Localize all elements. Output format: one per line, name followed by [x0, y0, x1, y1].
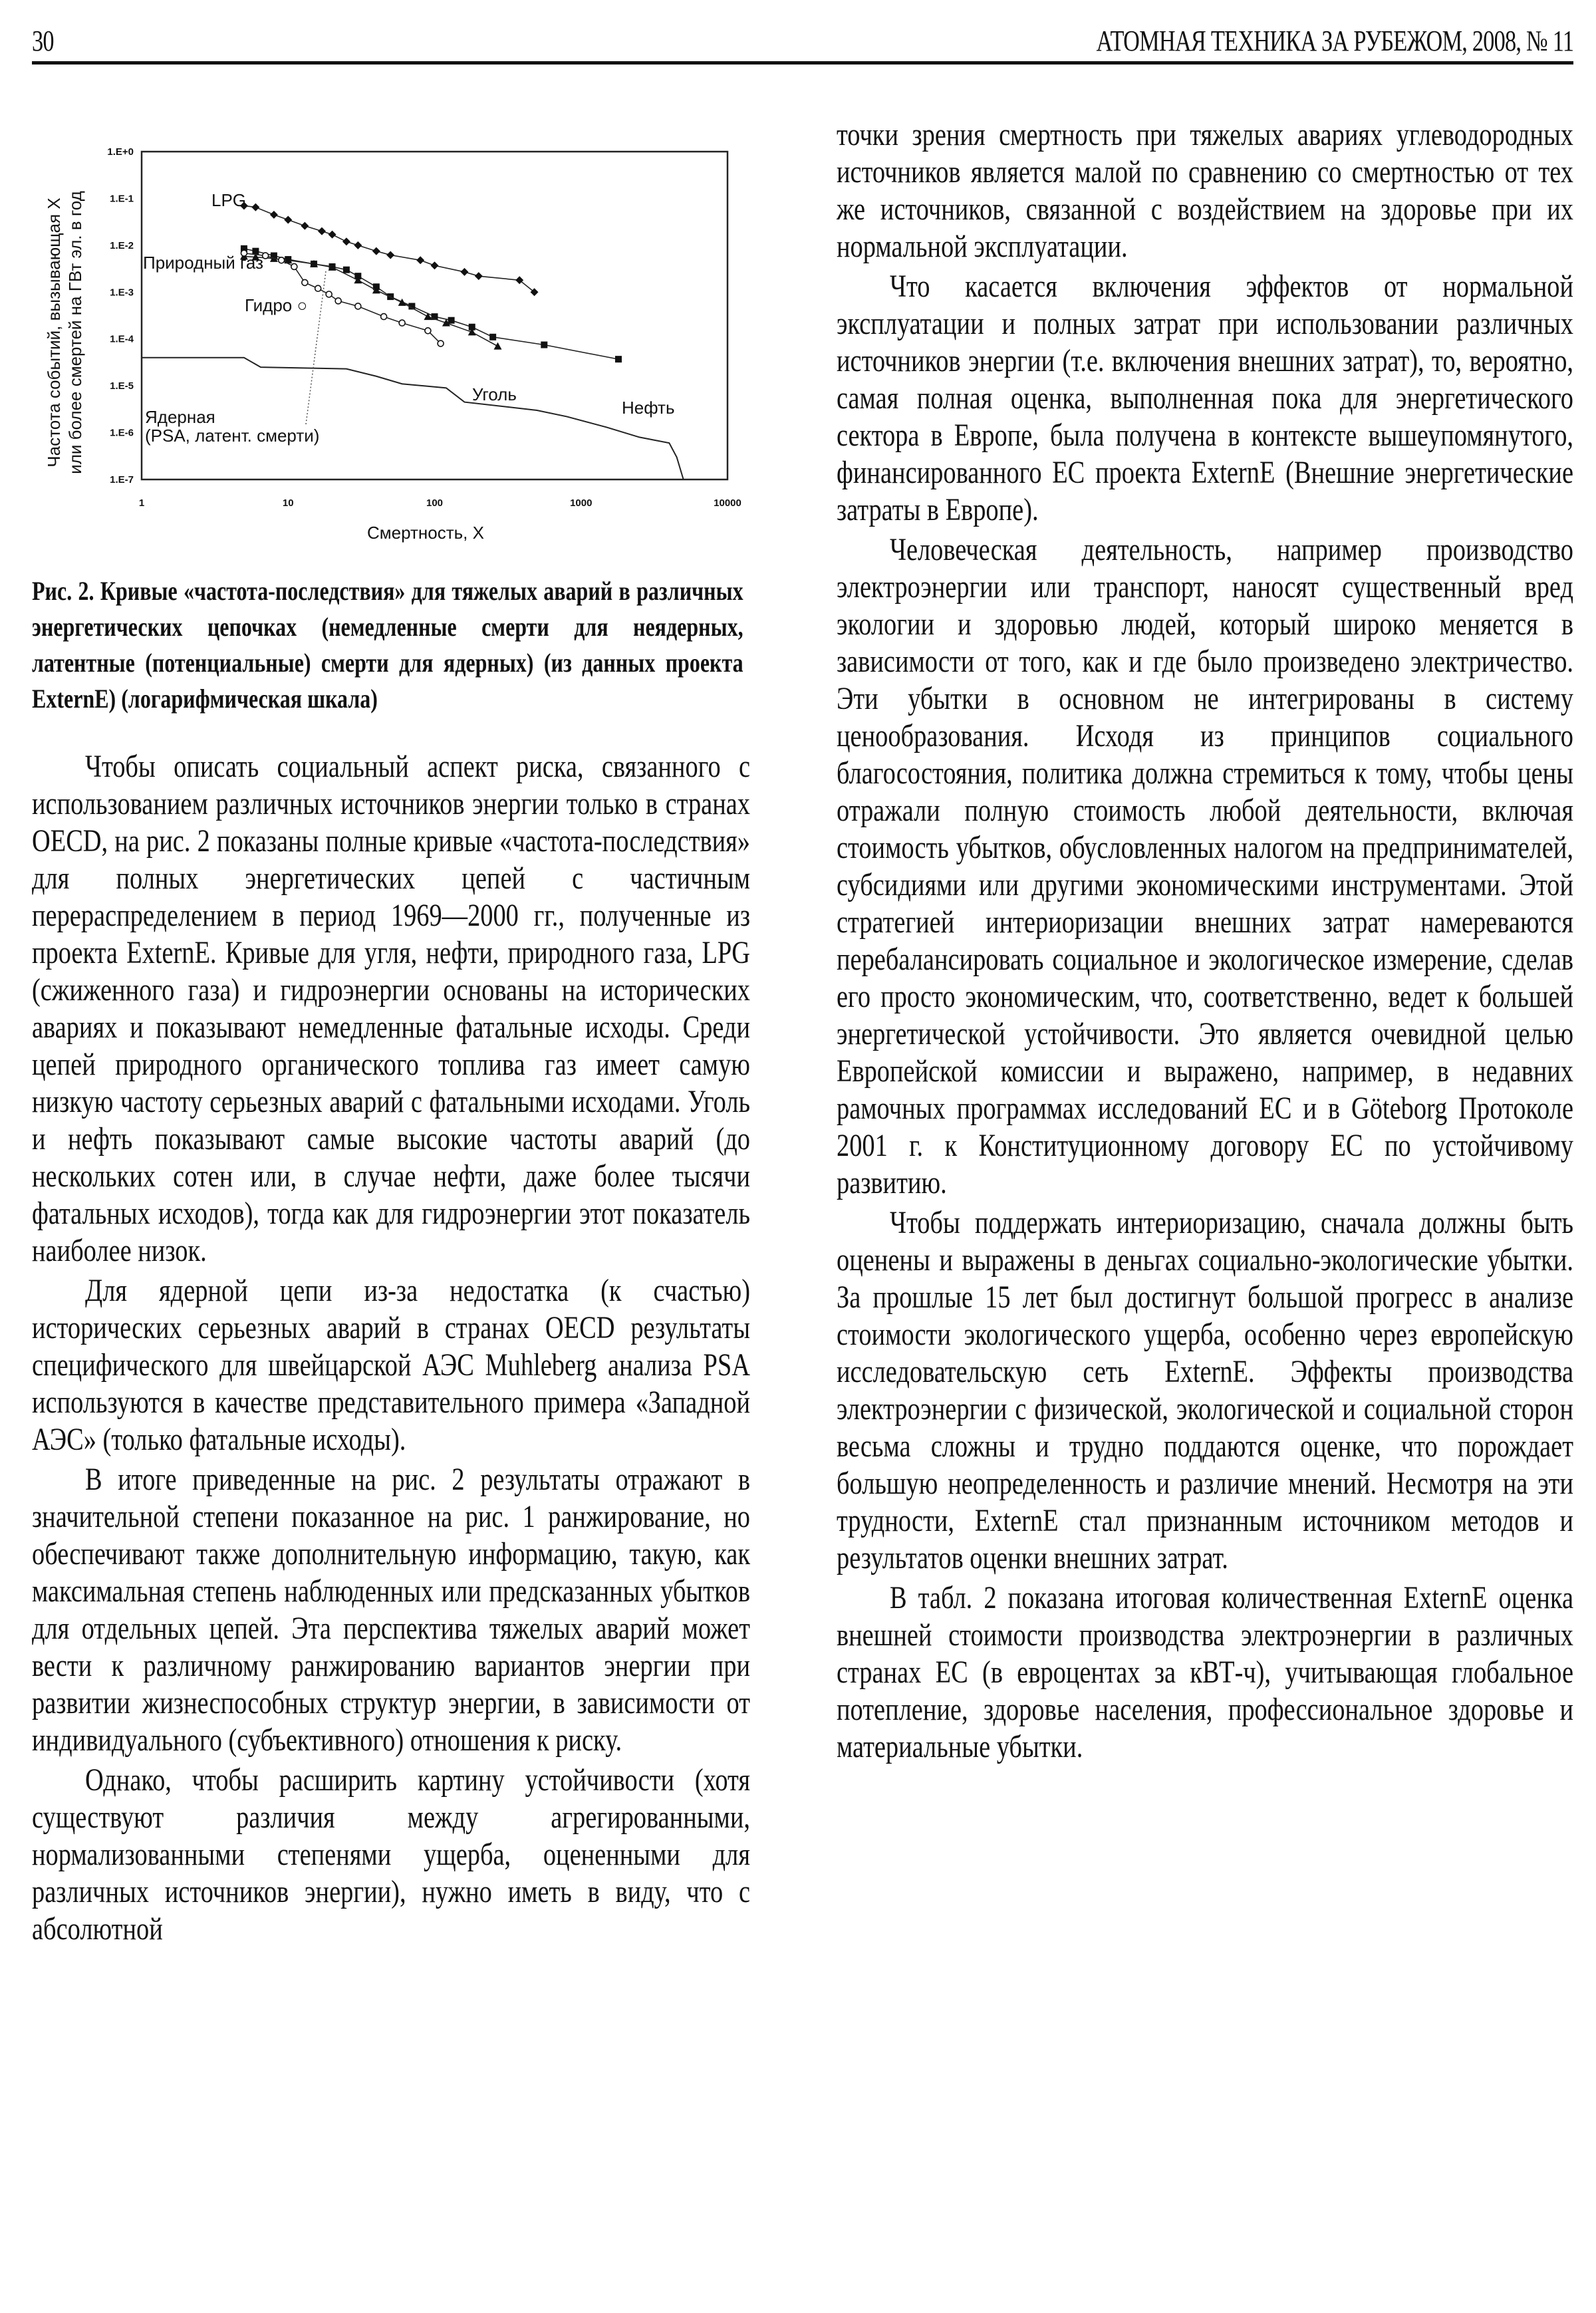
series-label: Природный газ: [143, 253, 263, 273]
data-point-marker: [342, 237, 350, 245]
page-header: [32, 24, 1573, 64]
paragraph: Чтобы описать социальный аспект риска, связанного с использованием различных источников энергии только в странах OECD, на рис. 2 показаны полные кривые «частота-последствия» для полных энергетических цепей с частичным перераспределением в период 1969—2000 гг., полученные из проекта ExternE. Кривые для угля, нефти, природного газа, LPG (сжиженного газа) и гидроэнергии основаны на исторических авариях и показывают немедленные фатальные исходы. Среди цепей природного органического топлива газ имеет самую низкую частоту серьезных аварий с фатальными исходами. Уголь и нефть показывают самые высокие частоты аварий (до нескольких сотен или, в случае нефти, даже более тысячи фатальных исходов), тогда как для гидроэнергии этот показатель наиболее низок.: [32, 749, 750, 1268]
x-tick-label: 10000: [714, 497, 741, 509]
data-point-marker: [386, 251, 394, 259]
x-tick-label: 1: [138, 497, 145, 509]
series-label: Нефть: [622, 398, 675, 418]
y-axis-label: [44, 191, 85, 474]
left-column: [32, 748, 750, 1951]
data-point-marker: [541, 342, 547, 348]
x-axis-ticks: [139, 497, 741, 509]
y-axis-ticks: [107, 146, 134, 485]
data-point-marker: [615, 356, 622, 362]
series-line: [142, 358, 684, 479]
data-point-marker: [399, 320, 405, 326]
page-number: 30: [32, 25, 54, 57]
series-label: (PSA, латент. смерти): [145, 426, 320, 446]
data-point-marker: [326, 291, 332, 297]
data-point-marker: [425, 328, 431, 334]
data-point-marker: [301, 222, 309, 230]
data-point-marker: [291, 263, 297, 269]
fn-curves-plot: [27, 113, 758, 565]
data-point-marker: [381, 314, 387, 320]
y-tick-label: 1.E-5: [110, 380, 134, 392]
y-tick-label: 1.E-3: [110, 287, 134, 299]
paragraph: Чтобы поддержать интериоризацию, сначала должны быть оценены и выражены в деньгах социально-экологические убытки. За прошлые 15 лет был достигнут большой прогресс в анализе стоимости экологического ущерба, особенно через европейскую исследовательскую сеть ExternE. Эффекты производства электроэнергии с физической, экологической и социальной сторон весьма сложны и трудно поддаются оценке, что порождает большую неопределенность и различие мнений. Несмотря на эти трудности, ExternE стал признанным источником методов и результатов оценки внешних затрат.: [837, 1205, 1573, 1575]
data-point-marker: [335, 298, 341, 304]
data-point-marker: [460, 268, 468, 276]
y-tick-label: 1.E-4: [110, 333, 134, 345]
data-point-marker: [424, 313, 432, 320]
header-rule: [32, 61, 1573, 65]
journal-title: АТОМНАЯ ТЕХНИКА ЗА РУБЕЖОМ, 2008, № 11: [1096, 25, 1573, 57]
y-tick-label: 1.E+0: [107, 146, 134, 158]
data-point-marker: [302, 279, 308, 285]
data-point-marker: [416, 256, 424, 264]
series-label: LPG: [211, 190, 247, 210]
y-tick-label: 1.E-2: [110, 239, 134, 251]
svg-text:Частота событий, вызывающая X: Частота событий, вызывающая X: [44, 198, 64, 468]
paragraph: точки зрения смертность при тяжелых авариях углеводородных источников является малой по сравнению со смертностью от тех же источников, связанной с воздействием на здоровье при их нормальной эксплуатации.: [837, 117, 1573, 264]
data-point-marker: [431, 261, 439, 269]
paragraph: В табл. 2 показана итоговая количественная ExternE оценка внешней стоимости производства электроэнергии в различных странах ЕС (в евроцентах за кВТ-ч), учитывающая глобальное потепление, здоровье населения, профессиональное здоровье и материальные убытки.: [837, 1580, 1573, 1764]
paragraph: Для ядерной цепи из-за недостатка (к счастью) исторических серьезных аварий в странах OECD результаты специфического для швейцарской АЭС Muhleberg анализа PSA используются в качестве представительного примера «Западной АЭС» (только фатальные исходы).: [32, 1273, 750, 1457]
data-point-marker: [284, 216, 292, 224]
series-labels: [143, 190, 675, 446]
data-point-marker: [438, 340, 444, 346]
paragraph: Человеческая деятельность, например производство электроэнергии или транспорт, наносят существенный вред экологии и здоровью людей, который широко меняется в зависимости от того, как и где было произведено электричество. Эти убытки в основном не интегрированы в систему ценообразования. Исходя из принципов социального благосостояния, политика должна стремиться к тому, чтобы цены отражали полную стоимость любой деятельности, включая стоимость убытков, обусловленных налогом на предпринимателей, субсидиями или другими экономическими инструментами. Этой стратегией интериоризации внешних затрат намереваются перебалансировать социальное и экологическое измерение, сделав его просто экономическим, что, соответственно, ведет к большей энергетической устойчивости. Это является очевидной целью Европейской комиссии и выражено, например, в недавних рамочных программах исследований ЕС и в Göteborg Протоколе 2001 г. к Конституционному договору ЕС по устойчивому развитию.: [837, 532, 1573, 1200]
y-tick-label: 1.E-1: [110, 193, 134, 205]
right-column: [837, 116, 1573, 1768]
figure-caption: [32, 573, 743, 717]
x-axis-label: Смертность, X: [367, 523, 484, 543]
x-tick-label: 10: [282, 497, 294, 509]
data-point-marker: [270, 211, 278, 219]
y-tick-label: 1.E-6: [110, 427, 134, 439]
series-label: Гидро ○: [245, 295, 308, 315]
data-point-marker: [494, 342, 502, 350]
paragraph: Что касается включения эффектов от нормальной эксплуатации и полных затрат при использовании различных источников энергии (т.е. включения внешних затрат), то, вероятно, самая полная оценка, выполненная пока для энергетического сектора в Европе, была получена в контексте вышеупомянутого, финансированного ЕС проекта ExternE (Внешние энергетические затраты в Европе).: [837, 269, 1573, 527]
data-point-marker: [279, 257, 285, 263]
data-point-marker: [475, 272, 483, 280]
data-point-marker: [315, 285, 321, 291]
data-point-marker: [343, 267, 350, 273]
paragraph: В итоге приведенные на рис. 2 результаты отражают в значительной степени показанное на рис. 1 ранжирование, но обеспечивают также дополнительную информацию, такую, как максимальная степень наблюденных или предсказанных убытков для отдельных цепей. Эта перспектива тяжелых аварий может вести к различному ранжированию вариантов энергии при развитии жизнеспособных структур энергии, в зависимости от индивидуального (субъективного) отношения к риску.: [32, 1462, 750, 1758]
data-point-marker: [372, 247, 380, 255]
figure-caption-text: Рис. 2. Кривые «частота-последствия» для тяжелых аварий в различных энергетических цепочках (немедленные смерти для неядерных, латентные (потенциальные) смерти для ядерных) (из данных проекта ExternE) (логарифмическая шкала): [32, 576, 743, 714]
data-point-marker: [318, 227, 326, 235]
x-tick-label: 1000: [570, 497, 593, 509]
figure-2-chart: [27, 113, 758, 565]
data-point-marker: [489, 334, 496, 340]
data-point-marker: [329, 231, 336, 239]
paragraph: Однако, чтобы расширить картину устойчивости (хотя существуют различия между агрегированными, нормализованными степенями ущерба, оцененными для различных источников энергии), нужно иметь в виду, что с абсолютной: [32, 1762, 750, 1947]
data-point-marker: [251, 204, 259, 211]
series-label: Уголь: [472, 384, 517, 404]
data-point-marker: [354, 241, 362, 249]
data-point-marker: [398, 299, 406, 306]
svg-text:или более смертей на ГВт эл. в: или более смертей на ГВт эл. в год: [65, 191, 85, 474]
x-tick-label: 100: [426, 497, 444, 509]
data-point-marker: [355, 303, 361, 309]
series-label: Ядерная: [145, 407, 215, 427]
data-point-marker: [448, 317, 455, 324]
y-tick-label: 1.E-7: [110, 474, 134, 485]
